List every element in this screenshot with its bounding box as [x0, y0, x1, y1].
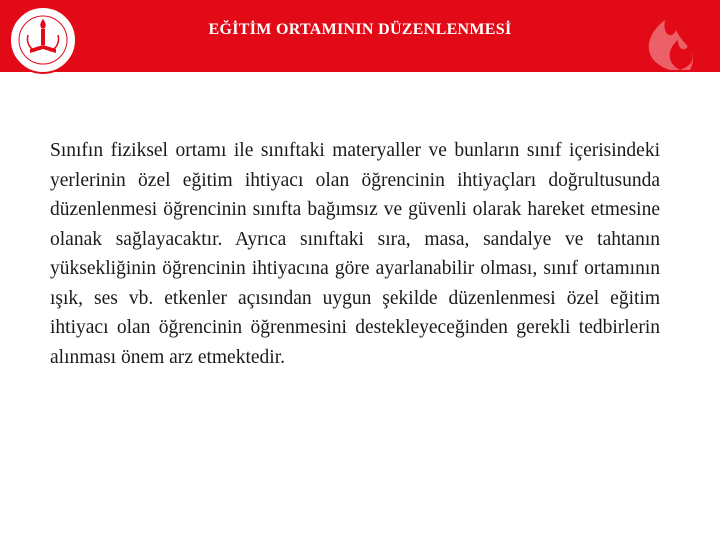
body-paragraph: Sınıfın fiziksel ortamı ile sınıftaki materyaller ve bunların sınıf içerisindeki yerlerinin özel eğitim ihtiyacı olan öğrencinin ihtiyaçları doğrultusunda düzenlenmesi öğrencinin sınıfta bağımsız ve güvenli olarak hareket etmesine olanak sağlayacaktır. Ayrıca sınıftaki sıra, masa, sandalye ve tahtanın yüksekliğinin öğrencinin ihtiyacına göre ayarlanabilir olması, sınıf ortamının ışık, ses vb. etkenler açısından uygun şekilde düzenlenmesi özel eğitim ihtiyacı olan öğrencinin öğrenmesini destekleyeceğinden gerekli tedbirlerin alınması önem arz etmektedir.	[50, 140, 660, 368]
page-title: EĞİTİM ORTAMININ DÜZENLENMESİ	[208, 21, 512, 38]
header-bar	[0, 0, 720, 72]
meb-emblem-icon	[8, 5, 78, 75]
